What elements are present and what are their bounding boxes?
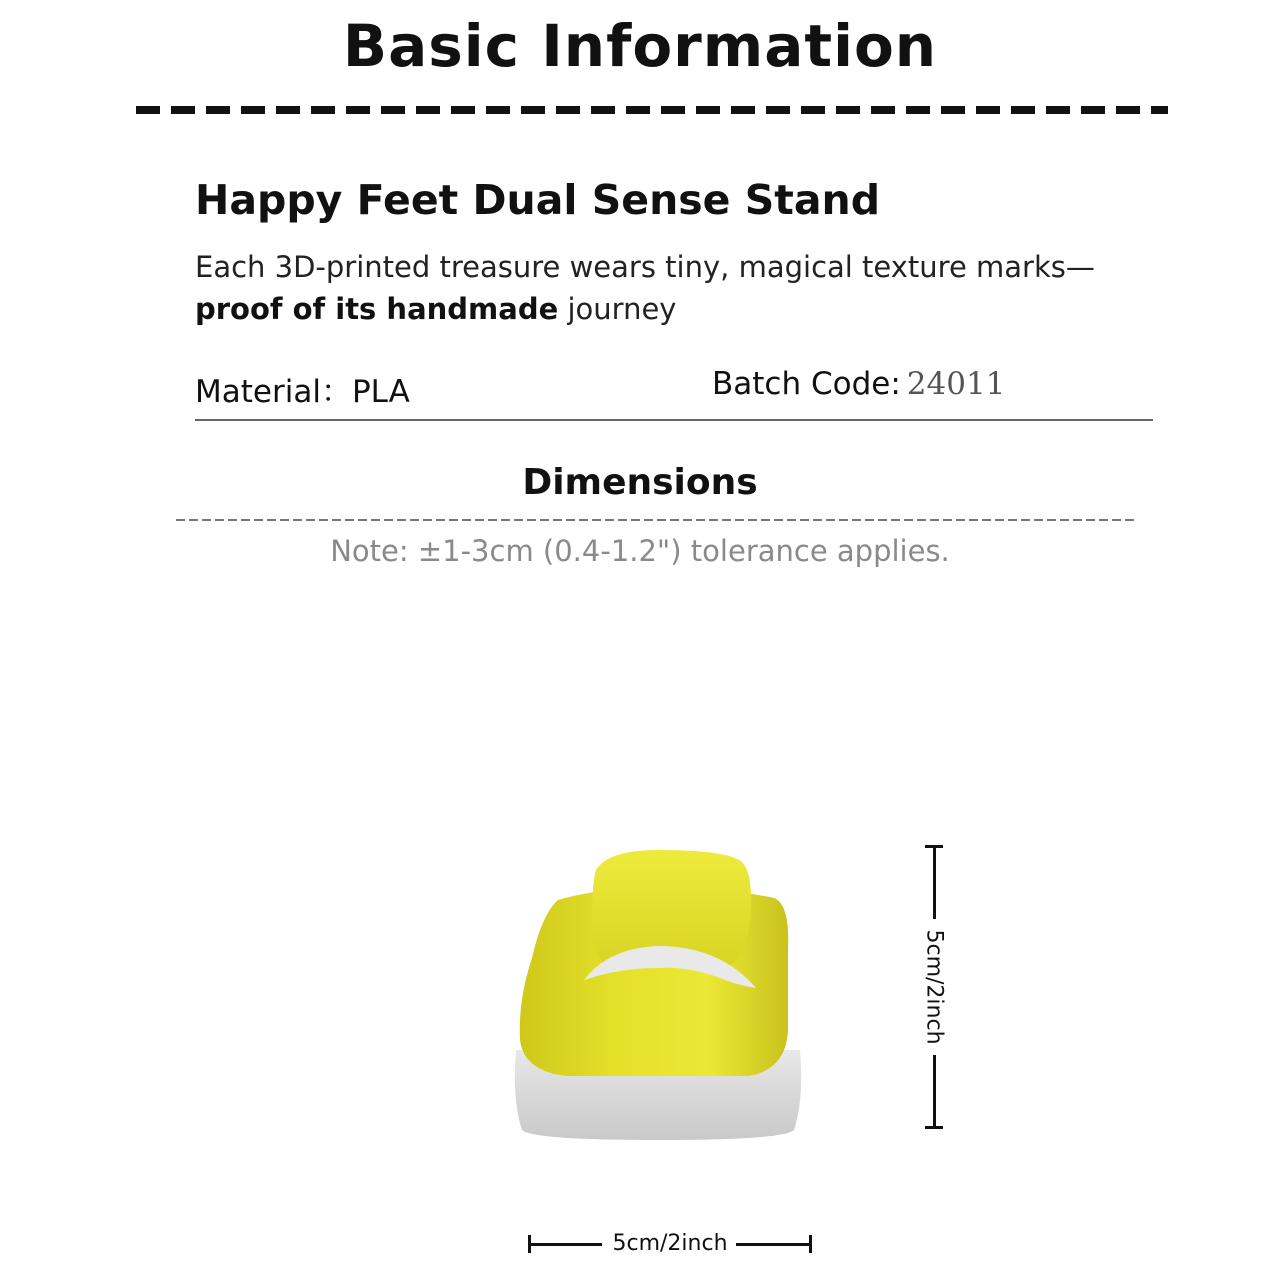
height-measure-line-top: [933, 845, 936, 919]
width-measure: [528, 1228, 812, 1260]
height-measure-bottom-cap: [925, 1126, 943, 1129]
description-text: Each 3D-printed treasure wears tiny, magical texture marks—: [195, 250, 1095, 284]
height-label: 5cm/2inch: [921, 929, 947, 1045]
height-measure-line-bottom: [933, 1055, 936, 1129]
width-measure-line-left: [528, 1243, 602, 1246]
spec-underline: [195, 419, 1153, 421]
description-bold-text: proof of its handmade: [195, 292, 559, 326]
width-measure-right-cap: [809, 1235, 812, 1253]
title-dashed-divider: [136, 106, 1168, 114]
width-measure-line-right: [736, 1243, 812, 1246]
height-measure: [914, 845, 954, 1129]
spec-row: [195, 366, 1153, 412]
product-name: Happy Feet Dual Sense Stand: [195, 176, 881, 224]
tolerance-note: Note: ±1-3cm (0.4-1.2") tolerance applies.: [330, 534, 950, 568]
yellow-sneaker-icon: [498, 840, 818, 1150]
material-spec: [195, 366, 410, 411]
batch-code-label: Batch Code:: [712, 366, 901, 402]
material-label: Material：: [195, 374, 352, 410]
product-description: [195, 246, 1175, 330]
description-text-end: journey: [558, 292, 677, 326]
batch-code-spec: [712, 366, 1005, 402]
batch-code-value: 24011: [906, 366, 1006, 402]
dimensions-dashed-divider: [176, 519, 1134, 521]
material-value: PLA: [351, 374, 410, 410]
page-title: Basic Information: [342, 12, 938, 80]
dimensions-title: Dimensions: [522, 462, 758, 503]
width-label: 5cm/2inch: [612, 1231, 728, 1256]
